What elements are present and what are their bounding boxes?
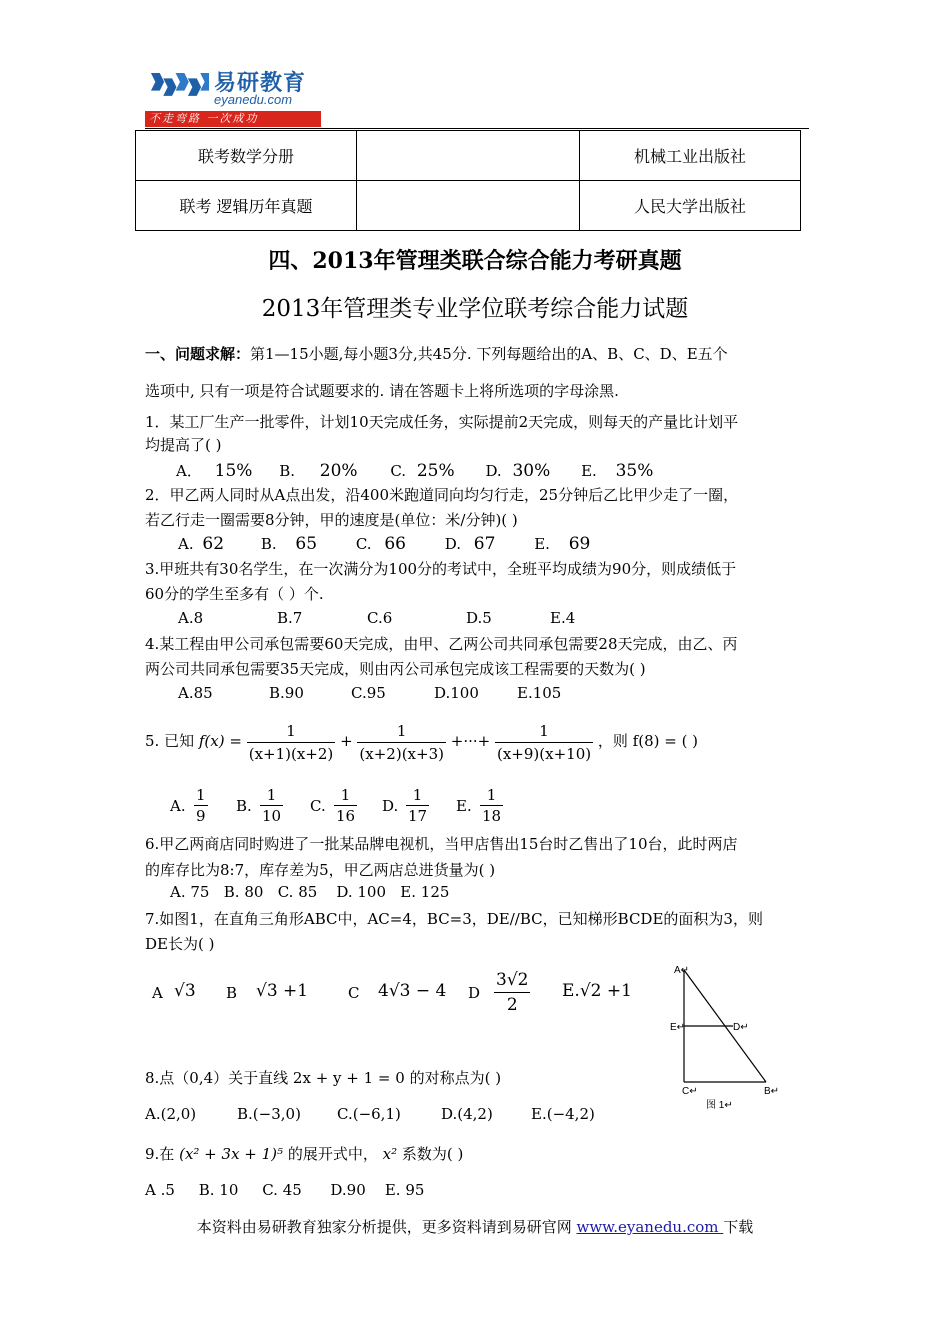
option-fraction bbox=[260, 785, 283, 826]
frac-denominator: 10 bbox=[262, 807, 282, 825]
frac-denominator: 9 bbox=[196, 807, 206, 825]
option: A.85 bbox=[178, 684, 213, 702]
logo-slogan: 不走弯路 一次成功 bbox=[145, 111, 321, 127]
q5-dots: +···+ bbox=[450, 732, 491, 750]
figure-right-triangle bbox=[670, 960, 790, 1110]
option: D.100 bbox=[434, 684, 479, 702]
logo-name-cn: 易研教育 bbox=[214, 71, 307, 96]
option-label: B. bbox=[236, 797, 252, 815]
footer bbox=[0, 1216, 950, 1237]
option-value: 67 bbox=[473, 534, 496, 554]
option: C.6 bbox=[367, 609, 393, 627]
q4-line-2: 两公司共同承包需要35天完成，则由丙公司承包完成该工程需要的天数为( ) bbox=[145, 660, 646, 678]
option-label: A bbox=[152, 984, 163, 1002]
instructions-line-2: 选项中, 只有一项是符合试题要求的. 请在答题卡上将所选项的字母涂黑. bbox=[145, 382, 619, 400]
option-label: D bbox=[468, 984, 481, 1002]
q1-options bbox=[176, 460, 653, 481]
instructions-line-1 bbox=[145, 343, 728, 364]
q7-line-1: 7.如图1，在直角三角形ABC中，AC=4，BC=3，DE//BC，已知梯形BCDE的面积为3，则 bbox=[145, 910, 763, 928]
option-label: C. bbox=[310, 797, 326, 815]
q5-fraction-3 bbox=[495, 720, 593, 765]
option-value: 66 bbox=[384, 534, 406, 554]
q8-stem: 8.点（0,4）关于直线 2x + y + 1 = 0 的对称点为( ) bbox=[145, 1069, 502, 1087]
table-cell: 人民大学出版社 bbox=[580, 181, 801, 231]
q9-options: A .5 B. 10 C. 45 D.90 E. 95 bbox=[145, 1181, 425, 1199]
table-row bbox=[136, 131, 801, 181]
frac-denominator: 18 bbox=[482, 807, 502, 825]
option-value: 62 bbox=[202, 534, 225, 554]
option: B.90 bbox=[269, 684, 304, 702]
q9-stem-c: 系数为( ) bbox=[401, 1145, 464, 1163]
table-cell: 联考数学分册 bbox=[136, 131, 357, 181]
frac-numerator: 1 bbox=[247, 720, 336, 743]
label-a: A↵ bbox=[674, 965, 690, 976]
section-title: 四、2013年管理类联合综合能力考研真题 bbox=[268, 248, 682, 274]
table-cell bbox=[357, 131, 580, 181]
instructions-text: 第1—15小题,每小题3分,共45分. 下列每题给出的A、B、C、D、E五个 bbox=[250, 345, 728, 363]
footer-text-end: 下载 bbox=[723, 1218, 754, 1236]
label-e: E↵ bbox=[670, 1022, 686, 1033]
q5-prefix: 5. 已知 bbox=[145, 732, 195, 750]
option-value: 15% bbox=[214, 461, 253, 481]
label-d: D↵ bbox=[733, 1022, 749, 1033]
q5-fx: f(x) = bbox=[198, 732, 242, 750]
option: B.7 bbox=[277, 609, 303, 627]
q6-options: A. 75 B. 80 C. 85 D. 100 E. 125 bbox=[170, 883, 450, 901]
exam-title: 2013年管理类专业学位联考综合能力试题 bbox=[261, 296, 689, 322]
option-value: 20% bbox=[319, 461, 358, 481]
option: E.(−4,2) bbox=[531, 1105, 595, 1123]
option-label: A. bbox=[178, 535, 194, 553]
option-label: A. bbox=[170, 797, 186, 815]
q2-line-1: 2．甲乙两人同时从A点出发，沿400米跑道同向均匀行走，25分钟后乙比甲少走了一圈， bbox=[145, 486, 739, 504]
frac-numerator: 1 bbox=[196, 786, 206, 804]
option: C.95 bbox=[351, 684, 386, 702]
q7-line-2: DE长为( ) bbox=[145, 935, 215, 953]
frac-denominator: 16 bbox=[336, 807, 356, 825]
q3-line-1: 3.甲班共有30名学生，在一次满分为100分的考试中，全班平均成绩为90分，则成绩低于 bbox=[145, 560, 737, 578]
q3-line-2: 60分的学生至多有（ ）个. bbox=[145, 585, 324, 603]
q9-stem bbox=[145, 1143, 463, 1164]
frac-numerator: 1 bbox=[495, 720, 593, 743]
frac-numerator: 1 bbox=[334, 785, 357, 806]
option-fraction bbox=[406, 785, 429, 826]
option-label: B. bbox=[260, 535, 277, 553]
figure-caption: 图 1↵ bbox=[706, 1100, 733, 1110]
option-value: √3 +1 bbox=[256, 981, 309, 1001]
q5-plus: + bbox=[340, 732, 353, 750]
q9-stem-a: 9.在 bbox=[145, 1145, 175, 1163]
option-label: C bbox=[348, 984, 360, 1002]
q4-line-1: 4.某工程由甲公司承包需要60天完成，由甲、乙两公司共同承包需要28天完成，由乙、丙 bbox=[145, 635, 738, 653]
frac-denominator: 2 bbox=[506, 995, 518, 1015]
frac-numerator: 1 bbox=[260, 785, 283, 806]
option-value: 69 bbox=[568, 534, 591, 554]
q2-options bbox=[178, 534, 590, 554]
option-value: 25% bbox=[416, 461, 455, 481]
option-value: √3 bbox=[174, 981, 196, 1001]
option-label: B. bbox=[279, 462, 295, 480]
q1-line-1: 1．某工厂生产一批零件，计划10天完成任务，实际提前2天完成，则每天的产量比计划平 bbox=[145, 413, 739, 431]
option: A.8 bbox=[178, 609, 204, 627]
option-label: B bbox=[226, 984, 238, 1002]
table-cell: 联考 逻辑历年真题 bbox=[136, 181, 357, 231]
table-cell: 机械工业出版社 bbox=[580, 131, 801, 181]
frac-denominator: (x+9)(x+10) bbox=[497, 744, 592, 763]
option-fraction bbox=[494, 968, 530, 1017]
option-fraction bbox=[334, 785, 357, 826]
label-c: C↵ bbox=[682, 1086, 698, 1097]
option-label: C. bbox=[390, 462, 407, 480]
book-table bbox=[135, 130, 801, 231]
option-label: D. bbox=[382, 797, 399, 815]
instructions-label: 一、问题求解： bbox=[145, 345, 251, 363]
option-label: E. bbox=[534, 535, 550, 553]
eyanedu-logo-mark bbox=[145, 66, 215, 110]
frac-numerator: 1 bbox=[357, 720, 446, 743]
option-label: C. bbox=[355, 535, 372, 553]
frac-numerator: 3√2 bbox=[494, 968, 530, 993]
option-label: A． bbox=[176, 462, 202, 480]
q5-fraction-2 bbox=[357, 720, 446, 765]
option-value: 4√3 − 4 bbox=[378, 981, 447, 1001]
label-b: B↵ bbox=[764, 1086, 780, 1097]
option: B.(−3,0) bbox=[237, 1105, 301, 1123]
option-label: E. bbox=[581, 462, 597, 480]
q5-stem bbox=[145, 716, 698, 766]
q9-term: x² bbox=[382, 1145, 398, 1163]
q9-stem-b: 的展开式中， bbox=[287, 1145, 378, 1163]
option-value: 65 bbox=[295, 534, 318, 554]
option-label: D. bbox=[444, 535, 461, 553]
q7-options bbox=[152, 968, 652, 1018]
option: A.(2,0) bbox=[145, 1105, 197, 1123]
option-value: 35% bbox=[615, 461, 654, 481]
q6-line-2: 的库存比为8:7，库存差为5，甲乙两店总进货量为( ) bbox=[145, 861, 496, 879]
option-label: D. bbox=[485, 462, 502, 480]
frac-denominator: (x+1)(x+2) bbox=[248, 744, 334, 763]
q5-options bbox=[170, 783, 530, 829]
option: D.5 bbox=[466, 609, 492, 627]
frac-numerator: 1 bbox=[406, 785, 429, 806]
logo-name-en: eyanedu.com bbox=[214, 92, 293, 107]
option-fraction bbox=[194, 785, 208, 826]
q2-line-2: 若乙行走一圈需要8分钟，甲的速度是(单位：米/分钟)( ) bbox=[145, 511, 518, 529]
frac-numerator: 1 bbox=[480, 785, 503, 806]
option-value: E.√2 +1 bbox=[562, 981, 632, 1001]
option-fraction bbox=[480, 785, 503, 826]
frac-denominator: (x+2)(x+3) bbox=[359, 744, 444, 763]
q1-line-2: 均提高了( ) bbox=[145, 436, 222, 454]
option: E.4 bbox=[550, 609, 576, 627]
table-cell bbox=[357, 181, 580, 231]
q5-fraction-1 bbox=[247, 720, 336, 765]
option: C.(−6,1) bbox=[337, 1105, 401, 1123]
header-rule bbox=[145, 128, 809, 129]
option: E.105 bbox=[517, 684, 562, 702]
footer-text: 本资料由易研教育独家分析提供，更多资料请到易研官网 bbox=[196, 1218, 577, 1236]
table-row bbox=[136, 181, 801, 231]
q5-suffix: ，则 f(8) = ( ) bbox=[597, 732, 699, 750]
footer-link[interactable]: www.eyanedu.com bbox=[576, 1218, 724, 1236]
option-value: 30% bbox=[512, 461, 551, 481]
q6-line-1: 6.甲乙两商店同时购进了一批某品牌电视机，当甲店售出15台时乙售出了10台，此时两店 bbox=[145, 835, 738, 853]
option-label: E. bbox=[456, 797, 472, 815]
option: D.(4,2) bbox=[441, 1105, 493, 1123]
q9-expression: (x² + 3x + 1)⁵ bbox=[179, 1145, 284, 1163]
frac-denominator: 17 bbox=[408, 807, 428, 825]
